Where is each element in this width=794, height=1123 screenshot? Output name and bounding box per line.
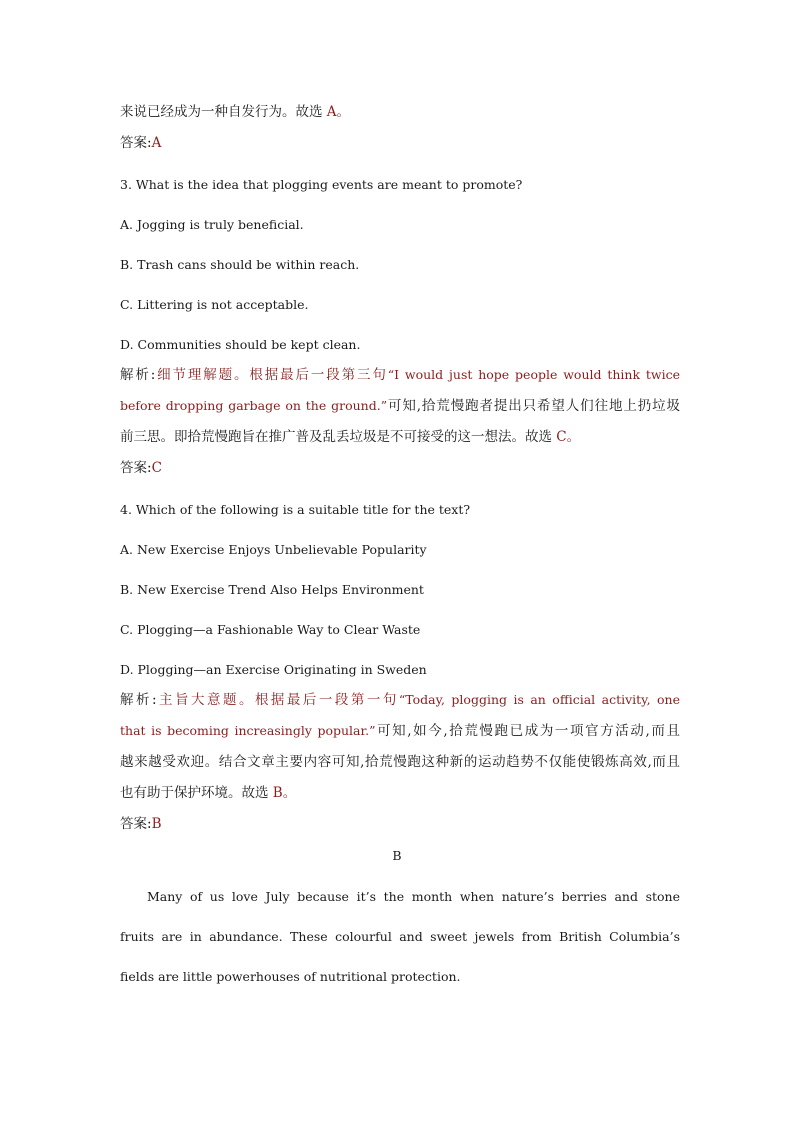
analysis-choice: B。 [272,785,297,801]
q4-analysis-line4 [120,784,680,802]
analysis-text: 主旨大意题。根据最后一段第一句 [156,692,399,708]
analysis-label: 解析: [120,367,156,383]
q2-tail-text: 来说已经成为一种自发行为。故选 [120,104,327,120]
q3-option-a: A. Jogging is truly beneficial. [120,217,304,232]
q3-analysis-line3 [120,428,680,446]
answer-label: 答案: [120,816,152,832]
section-heading: B [392,848,402,863]
analysis-text: 可知,拾荒慢跑者提出只希望人们往地上扔垃圾 [387,398,680,414]
analysis-text: 前三思。即拾荒慢跑旨在推广普及乱丢垃圾是不可接受的这一想法。故选 [120,429,557,445]
analysis-quote: before dropping garbage on the ground.” [120,398,388,413]
answer-value: B [151,816,162,832]
q3-analysis-line2 [120,397,680,415]
q4-option-a: A. New Exercise Enjoys Unbelievable Popularity [120,542,427,557]
answer-value: A [151,135,162,151]
answer-label: 答案: [120,135,152,151]
analysis-quote: “I would just hope people would think twice [387,367,680,382]
q3-option-b: B. Trash cans should be within reach. [120,257,360,272]
passage-line-2: fruits are in abundance. These colourful and sweet jewels from British Columbia’s [120,929,680,944]
q2-answer [120,134,680,152]
q4-answer [120,815,680,833]
q3-analysis-line1 [120,366,680,384]
analysis-text: 可知,如今,拾荒慢跑已成为一项官方活动,而且 [375,723,680,739]
q3-question: 3. What is the idea that plogging events are meant to promote? [120,177,523,192]
analysis-label: 解析: [120,692,157,708]
analysis-quote: that is becoming increasingly popular.” [120,723,376,738]
q4-question: 4. Which of the following is a suitable title for the text? [120,502,471,517]
analysis-text: 也有助于保护环境。故选 [120,785,273,801]
answer-value: C [151,460,162,476]
passage-line-1: Many of us love July because it’s the month when nature’s berries and stone [147,889,680,904]
q4-option-c: C. Plogging—a Fashionable Way to Clear Waste [120,622,421,637]
q2-analysis-tail [120,103,680,121]
q2-tail-choice: A。 [326,104,351,120]
q4-analysis-line2 [120,722,680,740]
q4-option-d: D. Plogging—an Exercise Originating in Sweden [120,662,427,677]
analysis-quote: “Today, plogging is an official activity, one [398,692,680,707]
q3-option-c: C. Littering is not acceptable. [120,297,309,312]
analysis-text: 细节理解题。根据最后一段第三句 [155,367,388,383]
analysis-choice: C。 [556,429,581,445]
q3-answer [120,459,680,477]
q3-option-d: D. Communities should be kept clean. [120,337,361,352]
passage-line-3: fields are little powerhouses of nutritional protection. [120,969,461,984]
q4-option-b: B. New Exercise Trend Also Helps Environment [120,582,424,597]
q4-analysis-line3: 越来越受欢迎。结合文章主要内容可知,拾荒慢跑这种新的运动趋势不仅能使锻炼高效,而且 [120,754,680,770]
q4-analysis-line1 [120,691,680,709]
answer-label: 答案: [120,460,152,476]
